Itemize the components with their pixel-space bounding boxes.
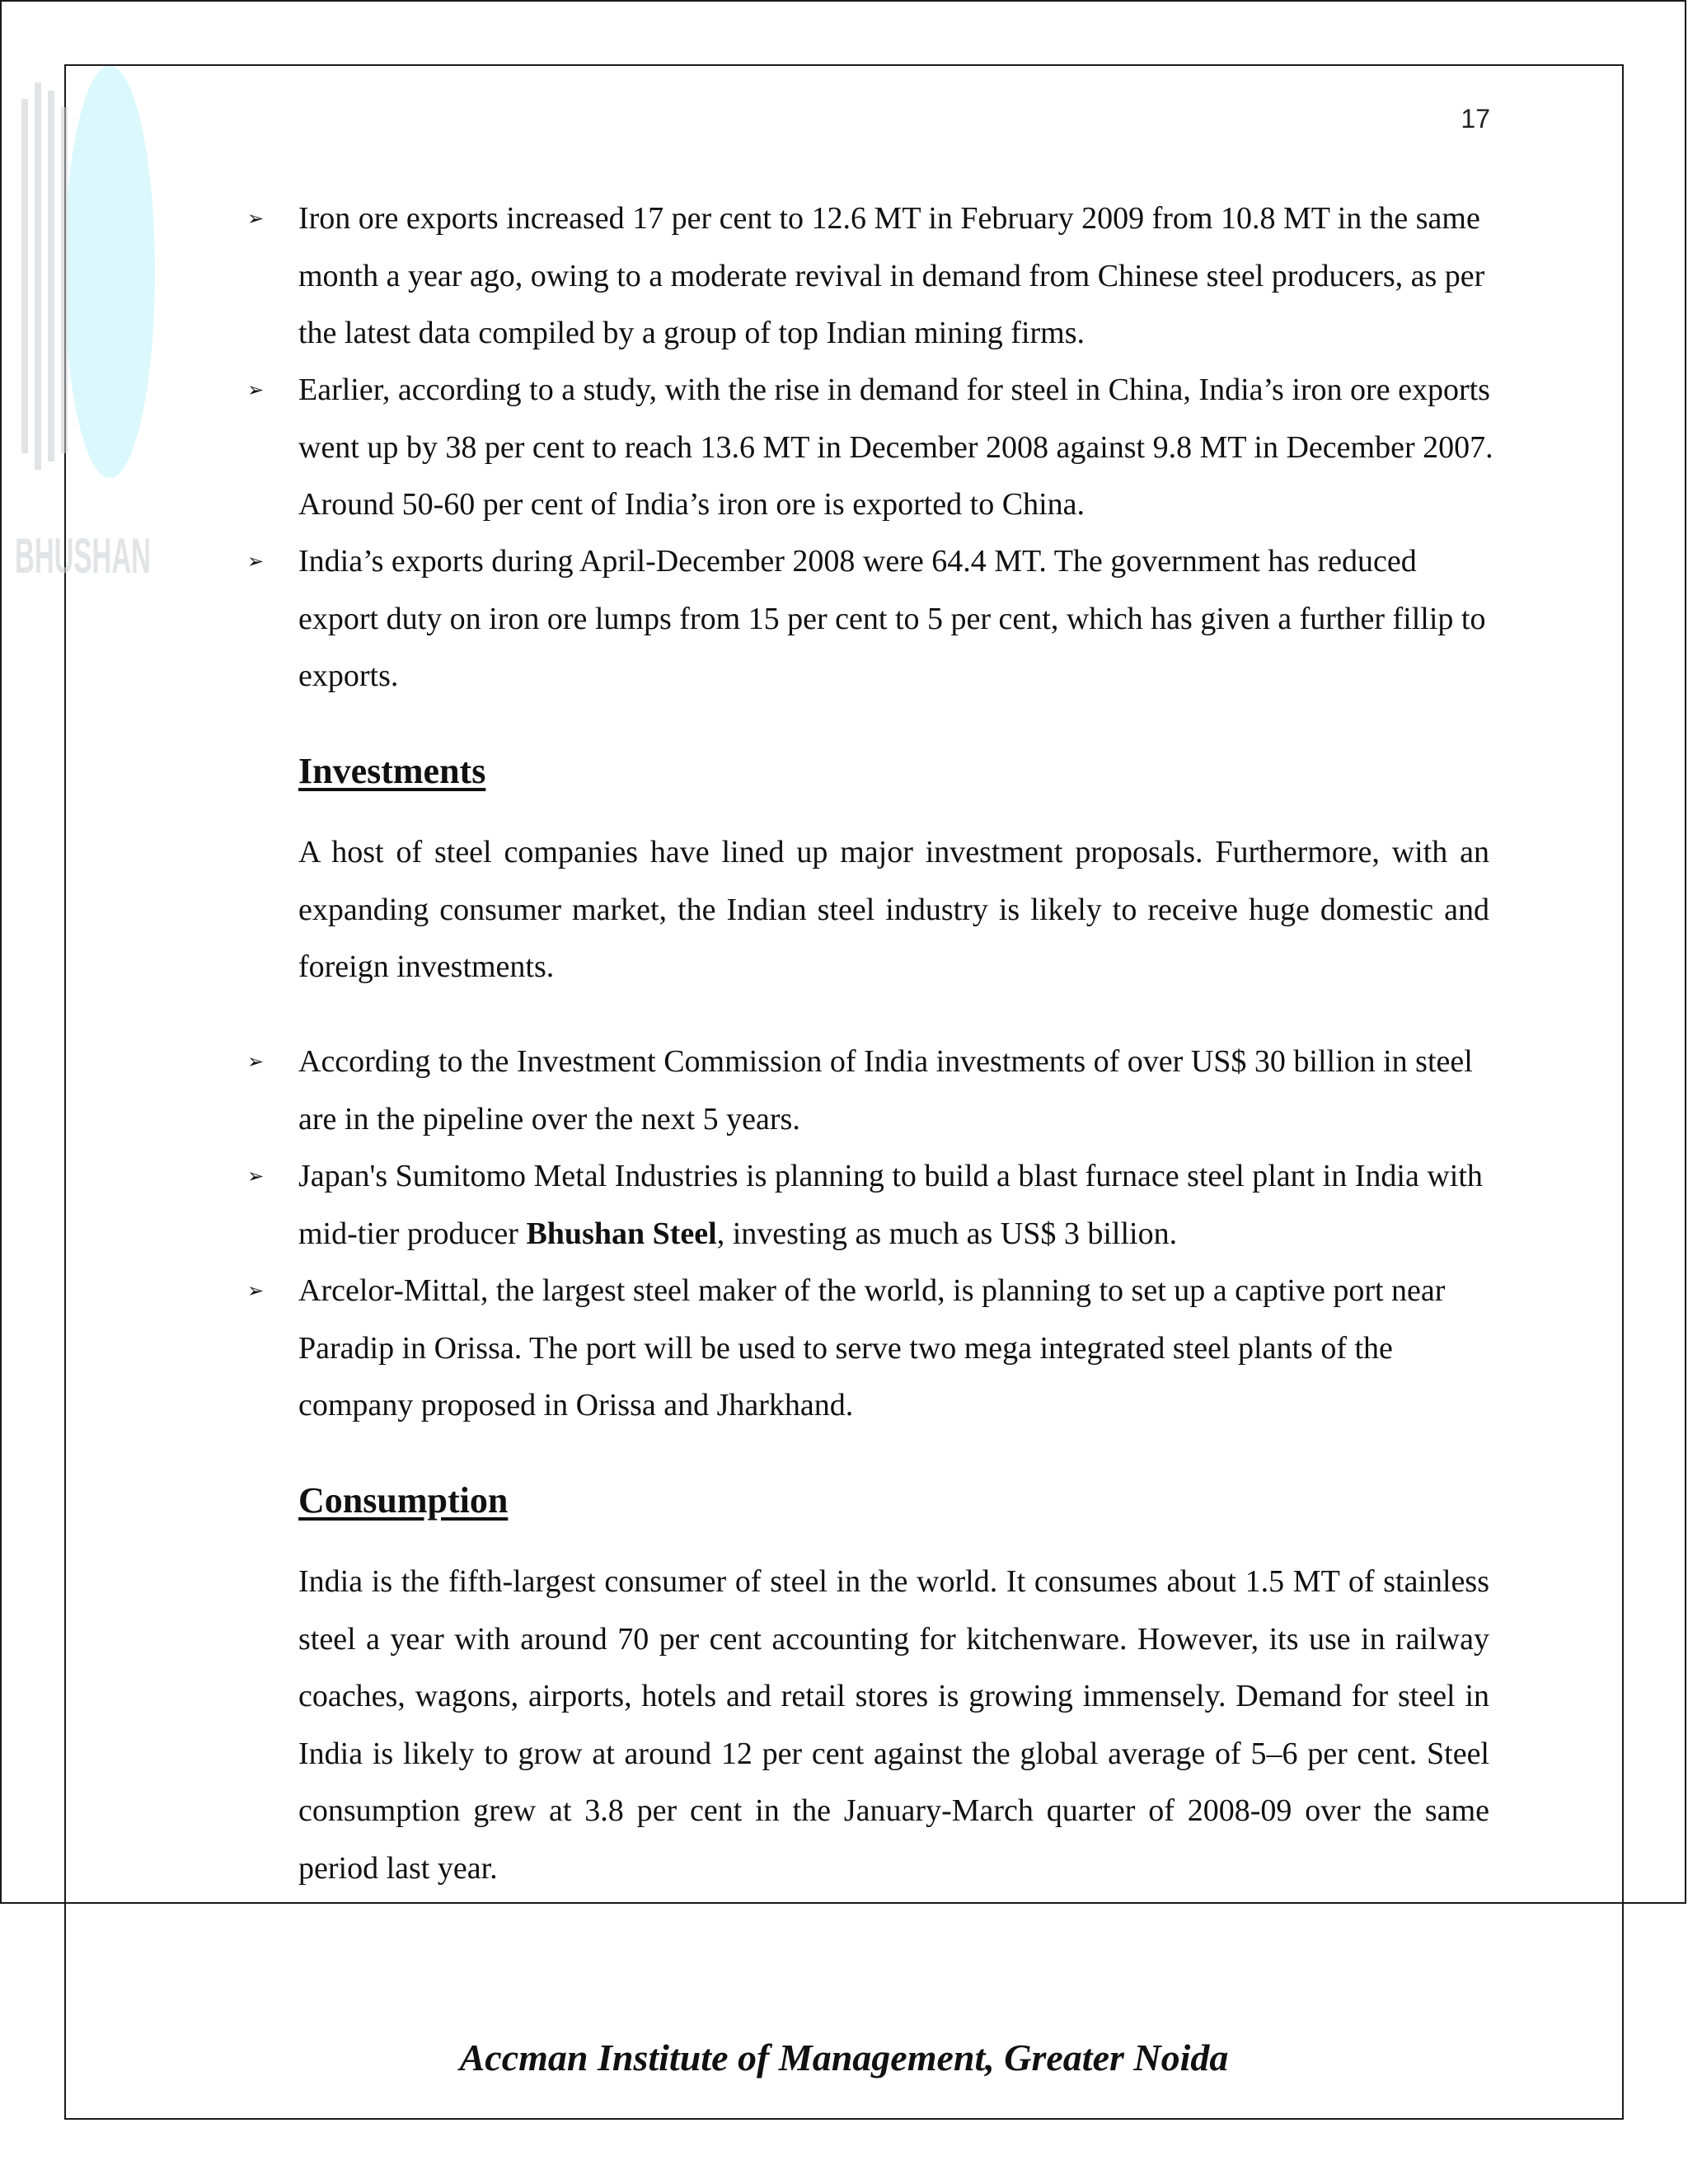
arrow-bullet-icon: ➢	[247, 207, 265, 230]
bullet-text: India’s exports during April-December 2008 were 64.4 MT. The government has reduced export duty on iron ore lumps from 15 per cent to 5 per cent, which has given a further fillip to exports.	[298, 544, 1486, 693]
arrow-bullet-icon: ➢	[247, 1050, 265, 1073]
bullet-text-end: , investing as much as US$ 3 billion.	[716, 1216, 1178, 1251]
arrow-bullet-icon: ➢	[247, 1165, 265, 1188]
bullet-text-start: Japan's Sumitomo Metal Industries is planning to build a blast furnace steel plant in India with mid-tier producer	[298, 1159, 1483, 1251]
page-number: 17	[1461, 104, 1490, 134]
watermark-logo-text: BHUSHAN	[15, 528, 151, 583]
bullet-text: Earlier, according to a study, with the rise in demand for steel in China, India’s iron ore exports went up by 38 per cent to reach 13.6 MT in December 2008 against 9.8 MT in December 2007. Around 50-60 per cent of India’s iron ore is exported to China.	[298, 373, 1493, 522]
investments-heading: Investments	[298, 751, 486, 791]
bullet-text: Arcelor-Mittal, the largest steel maker of the world, is planning to set up a captive port near Paradip in Orissa. The port will be used to serve two mega integrated steel plants of the company proposed in Orissa and Jharkhand.	[298, 1273, 1446, 1422]
company-name-bold: Bhushan Steel	[526, 1216, 717, 1251]
arrow-bullet-icon: ➢	[247, 1279, 265, 1302]
footer-institute-name: Accman Institute of Management, Greater Noida	[459, 2036, 1229, 2079]
bullet-text: According to the Investment Commission of India investments of over US$ 30 billion in steel are in the pipeline over the next 5 years.	[298, 1044, 1473, 1137]
investments-paragraph: A host of steel companies have lined up major investment proposals. Furthermore, with an expanding consumer market, the Indian steel industry is likely to receive huge domestic and foreign investments.	[298, 835, 1489, 984]
bullet-text	[298, 1148, 1493, 1263]
arrow-bullet-icon: ➢	[247, 378, 265, 401]
bhushan-logo-watermark	[7, 33, 188, 610]
arrow-bullet-icon: ➢	[247, 550, 265, 573]
consumption-paragraph: India is the fifth-largest consumer of steel in the world. It consumes about 1.5 MT of stainless steel a year with around 70 per cent accounting for kitchenware. However, its use in railway coaches, wagons, airports, hotels and retail stores is growing immensely. Demand for steel in India is likely to grow at around 12 per cent against the global average of 5–6 per cent. Steel consumption grew at 3.8 per cent in the January-March quarter of 2008-09 over the same period last year.	[298, 1564, 1489, 1886]
bullet-text: Iron ore exports increased 17 per cent to 12.6 MT in February 2009 from 10.8 MT in the same month a year ago, owing to a moderate revival in demand from Chinese steel producers, as per the latest data compiled by a group of top Indian mining firms.	[298, 201, 1485, 350]
consumption-heading: Consumption	[298, 1480, 509, 1521]
